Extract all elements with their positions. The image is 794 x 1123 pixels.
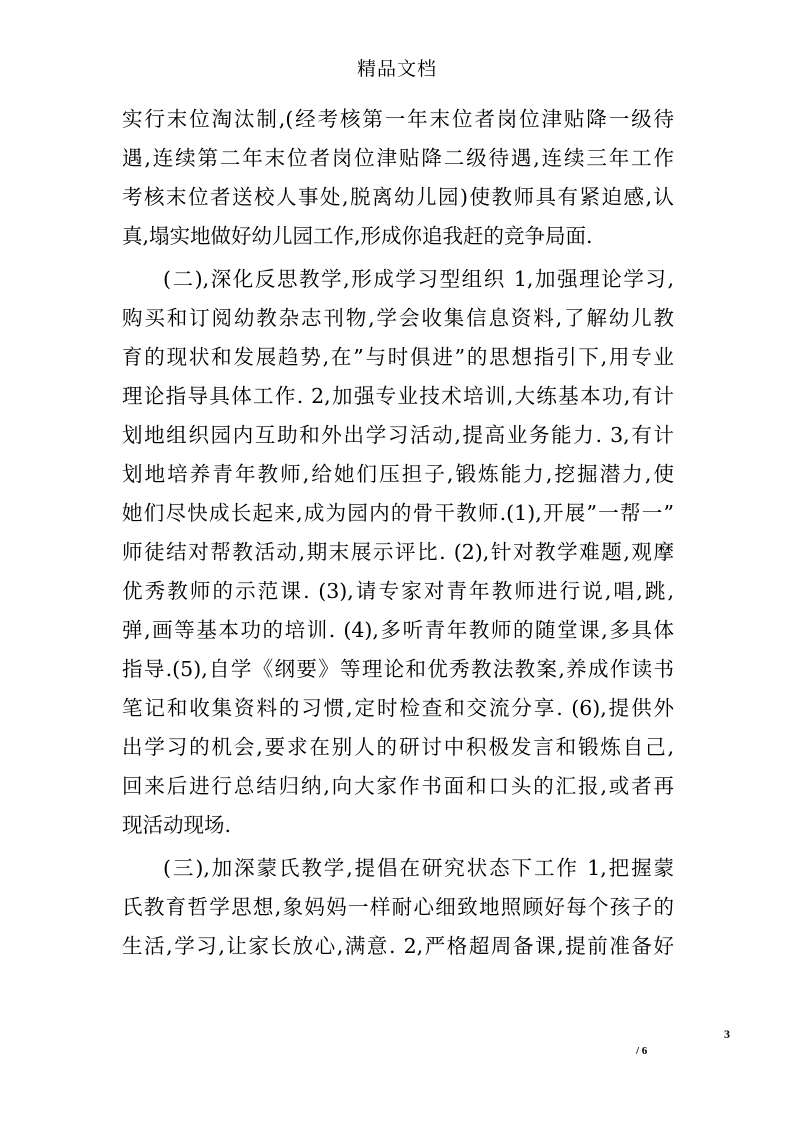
text-line: 优秀教师的示范课. (3),请专家对青年教师进行说,唱,跳, <box>122 579 674 603</box>
text-line: 她们尽快成长起来,成为园内的骨干教师.(1),开展”一帮一” <box>122 501 674 525</box>
text-line: 考核末位者送校人事处,脱离幼儿园)使教师具有紧迫感,认 <box>122 185 674 209</box>
text-line: (二),深化反思教学,形成学习型组织 1,加强理论学习, <box>163 267 674 291</box>
text-line: 氏教育哲学思想,象妈妈一样耐心细致地照顾好每个孩子的 <box>122 895 674 919</box>
page-header-title: 精品文档 <box>356 58 437 80</box>
text-line: 划地组织园内互助和外出学习活动,提高业务能力. 3,有计 <box>122 423 674 447</box>
text-line: 育的现状和发展趋势,在”与时俱进”的思想指引下,用专业 <box>122 345 674 369</box>
text-line: 指导.(5),自学《纲要》等理论和优秀教法教案,养成作读书 <box>122 657 674 681</box>
page-total: / 6 <box>636 1045 648 1057</box>
text-line: (三),加深蒙氏教学,提倡在研究状态下工作 1,把握蒙 <box>163 856 674 880</box>
paragraph <box>122 100 674 256</box>
paragraph <box>122 849 674 966</box>
text-line: 购买和订阅幼教杂志刊物,学会收集信息资料,了解幼儿教 <box>122 306 674 330</box>
text-line: 笔记和收集资料的习惯,定时检查和交流分享. (6),提供外 <box>122 696 674 720</box>
text-line: 遇,连续第二年末位者岗位津贴降二级待遇,连续三年工作 <box>122 146 674 170</box>
text-line: 弹,画等基本功的培训. (4),多听青年教师的随堂课,多具体 <box>122 618 674 642</box>
text-line: 师徒结对帮教活动,期末展示评比. (2),针对教学难题,观摩 <box>122 540 674 564</box>
text-line: 真,塌实地做好幼儿园工作,形成你追我赶的竞争局面. <box>122 224 593 248</box>
text-line: 划地培养青年教师,给她们压担子,锻炼能力,挖掘潜力,使 <box>122 462 674 486</box>
text-line: 出学习的机会,要求在别人的研讨中积极发言和锻炼自己, <box>122 735 674 759</box>
paragraph <box>122 260 674 845</box>
document-body <box>122 100 674 966</box>
text-line: 理论指导具体工作. 2,加强专业技术培训,大练基本功,有计 <box>122 384 674 408</box>
text-line: 生活,学习,让家长放心,满意. 2,严格超周备课,提前准备好 <box>122 934 674 958</box>
text-line: 现活动现场. <box>122 813 232 837</box>
text-line: 实行末位淘汰制,(经考核第一年末位者岗位津贴降一级待 <box>122 107 674 131</box>
text-line: 回来后进行总结归纳,向大家作书面和口头的汇报,或者再 <box>122 774 674 798</box>
page-number: 3 <box>724 1027 730 1041</box>
